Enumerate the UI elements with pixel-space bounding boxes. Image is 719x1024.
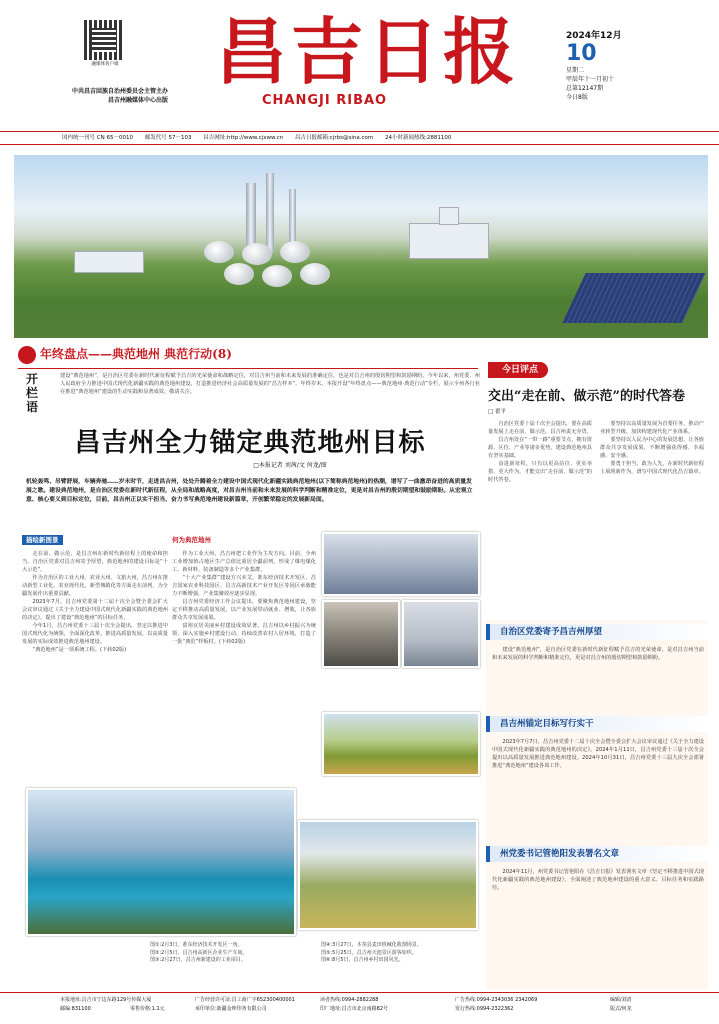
article-paragraph: 今年1月，昌吉州党委十三届十次全会提出，坚定以推进中国式现代化为统领，全面深化改革，推进高质量发展，以高质量发展的实际成效推进典范地州建设。 [22,623,168,645]
sidebar-heading-3-text: 州党委书记管艳阳发表署名文章 [500,849,620,859]
date-box [566,30,686,102]
info-item: 24小时新闻热线:2881100 [384,135,452,141]
footer-printer: 承印单位:新疆金坤印务有限公司 [195,1006,267,1012]
footer-reader-hotline: 读者热线:0994-2882288 [320,997,379,1003]
footer-postcode: 邮编:831100 [60,1006,91,1012]
article-paragraph: 作为工业大州，昌吉州把工业作为主攻方向。目前，全州工业增加值占地区生产总值比重居全疆前列，形成了煤电煤化工、新材料、装备制造等多个产业集群。 [172,551,316,573]
storage-tank [242,243,272,265]
storage-tank [204,241,234,263]
photo-production-line [402,600,480,668]
qr-code [84,20,124,60]
hero-photo-industrial-park [14,155,708,338]
publisher-line-1: 中共昌吉回族自治州委员会主管主办 [71,88,168,95]
column-banner-title: 年终盘点——典范地州 典范行动(8) [40,347,232,361]
article-paragraph: 富裕宜居美丽乡村建设成效显著。昌吉州以乡村振兴为统领，深入实施乡村建设行动，持续改善农村人居环境，打造了一批“典范”样板村。(下转02版) [172,623,316,645]
masthead-logo: 昌吉日报 [215,9,520,94]
caption: 图⑥:8月5日，昌吉州乡村田园风光。 [321,957,404,963]
main-headline: 昌吉州全力锚定典范地州目标 [74,428,426,458]
sidebar-heading-2 [486,716,708,732]
footer-layout: 版式/何龙 [610,1006,632,1012]
article-paragraph: 2023年7月，昌吉州党委第十二届十次全会暨全委会扩大会议审议通过《关于全力建设中国式现代化新疆实践的典范地州的决定》，提出了建设“典范地州”的目标任务。 [22,599,168,621]
subtitle-2-label: 何为典范地州 [172,536,211,544]
column-banner [18,343,478,369]
caption: 图①:2月3日，准东经济技术开发区一角。 [150,942,243,948]
factory-building [74,251,144,273]
day-number: 10 [566,41,597,67]
photo-countryside [298,820,478,930]
storage-tank [300,263,330,285]
footer-price: 零售价格:1.1元 [130,1006,165,1012]
info-item: 昌吉日报邮箱:cjrbs@sina.com [294,135,374,141]
commentary-column-2 [600,420,704,476]
sidebar-box [486,620,708,990]
sidebar-heading-3 [486,846,708,862]
footer-printer-address: 印厂地址:昌吉市北京南路82号 [320,1006,389,1012]
article-column-2 [172,550,316,646]
sidebar-heading-1-text: 自治区党委寄予昌吉州厚望 [500,627,603,637]
sidebar-paragraph: 2024年11月，州党委书记管艳阳在《昌吉日报》发表署名文章《坚定不移推进中国式现代化新疆实践的典范地州建设》，全面阐述了典范地州建设的重大意义、目标任务和实践路径。 [492,869,704,891]
chimney-shape [266,173,274,253]
masthead-pinyin: CHANGJI RIBAO [262,93,388,108]
commentary-title: 交出“走在前、做示范”的时代答卷 [488,389,685,404]
office-building [409,223,489,259]
subtitle-badge [22,536,63,545]
issue-number: 总第12147期 [566,85,604,93]
storage-tank [280,241,310,263]
weekday: 星期二 [566,67,585,75]
solar-panels [562,273,705,323]
qr-caption: 融媒体客户端 [91,62,119,67]
article-paragraph: “十大产业集群”建设方兴未艾。准东经济技术开发区、昌吉国家农业科技园区、昌吉高新技术产业开发区等园区承载能力不断增强，产业集聚效应逐步显现。 [172,575,316,597]
footer-ad-hotline: 广告热线:0994-2343036 2342069 [455,997,538,1003]
info-item: 邮发代号 57－103 [144,135,192,141]
subtitle-2 [172,536,211,545]
caption: 图③:2月27日，昌吉州新建设的工业项目。 [150,957,246,963]
footer-editor: 编辑/刘清 [610,997,632,1003]
column-intro-text: 建设“典范地州”，是自治区党委在新时代新征程赋予昌吉的光荣使命和战略定位，对昌吉州当前和未来发展的准确定位，也是对昌吉州的殷切期望和鼓励期盼。今年以来，州党委、州人民政府全力推进中国式现代化新疆实践的典范地州建设，打造推进经济社会高质量发展的“昌吉样本”。年终岁末，本报开设“年终盘点——典范地州·典范行动”专栏，展示全州各行业在推进“典范地州”建设的生动实践和显著成效，敬请关注。 [60,373,480,395]
year-month: 2024年12月 [566,31,622,41]
sidebar-paragraph: 2023年7月7日，昌吉州党委十二届十次全会暨全委会扩大会议审议通过《关于全力建设中国式现代化新疆实践的典范地州的决定》。2024年1月11日，昌吉州党委十三届十次全会提出以高质量发展推进典范地州建设。2024年10月31日，昌吉州党委十三届九次全会部署推进“典范地州”建设各项工作。 [492,739,704,769]
photo-captions [150,942,480,965]
commentary-paragraph: 自治区党委十届十次全会提出，要在高质量发展上走在前、做示范，昌吉州责无旁贷。 [488,421,592,435]
publisher-line-2: 昌吉州融媒体中心出版 [107,97,168,104]
storage-tank [224,263,254,285]
footer-distribution-hotline: 发行热线:0994-2322362 [455,1006,514,1012]
lead-paragraph: 机轮轰鸣、吊臂舒展，车辆奔驰……岁末时节，走进昌吉州，处处升腾着全力建设中国式现代化新疆实践典范地州(以下简称典范地州)的热潮，谱写了一曲激昂奋进的高质量发展之歌。建设典范地州，是自治区党委在新时代新征程，从全局和战略高度，对昌吉州当前和未来发展的科学判断和精准定位，更是对昌吉州的殷切期望和鼓励期盼。从宏观立意、核心要义到目标定位，目前，昌吉州正以实干担当、奋力书写典范地州建设新篇章，开创繁荣稳定的发展新局面。 [26,479,473,503]
article-column-1 [22,550,168,654]
photo-machinery [322,600,400,668]
storage-tank [262,265,292,287]
chimney-shape [289,189,296,249]
info-item: 国内统一刊号 CN 65－0010 [62,135,133,141]
byline: □本报记者 刘茜/文 何龙/图 [253,462,327,469]
commentary-paragraph: 奋进新征程，只有以更高站位、更实举措、更大作为，才能交出“走在前、做示范”的时代答卷。 [488,461,592,483]
commentary-paragraph: 要勇于担当、敢为人先，在新时代新征程上展现新作为，谱写中国式现代化昌吉篇章。 [600,461,704,475]
page-count: 今日8版 [566,94,588,102]
caption: 图⑤:5月25日，昌吉州天池景区游客如织。 [321,949,417,956]
footer [0,992,719,1024]
lunar-date: 甲辰年十一月初十 [566,76,615,84]
sidebar-heading-2-text: 昌吉州锚定目标写行实干 [500,719,594,729]
caption: 图②:2月5日，昌吉州高新区企业生产车间。 [150,949,248,956]
footer-address: 本报地址:昌吉市宁边东路129号传媒大厦 [60,997,152,1003]
article-paragraph: 作为自治区的工业大州、农业大州、文旅大州，昌吉州在推动新型工业化、农业现代化、新型城镇化等方面走在前列，为全疆发展作出重要贡献。 [22,575,168,597]
commentary-paragraph: 要坚持以高质量发展为首要任务，推动产业转型升级，加快构建现代化产业体系。 [600,421,704,435]
commentary-tag: 今日评点 [488,362,548,378]
article-paragraph: 走在前、做示范，是昌吉州在新时代新征程上的使命和担当。自治区党委对昌吉州寄予厚望，典范地州的建设目标是“十大示范”。 [22,551,168,573]
commentary-paragraph: 昌吉州处在“一带一路”重要节点，拥有资源、区位、产业等诸多优势，建设典范地州具有坚实基础。 [488,437,592,459]
caption: 图④:3月27日，木垒县麦田机械化收割场景。 [321,942,422,948]
sidebar-text-1 [492,646,704,662]
banner-dot-icon [18,346,36,364]
info-item: 昌吉网址:http://www.cjxww.cn [203,135,284,141]
column-intro-label: 开栏语 [26,372,39,414]
info-bar [0,131,719,145]
sidebar-paragraph: 建设“典范地州”，是自治区党委在新时代新征程赋予昌吉的光荣使命，是对昌吉州当前和未来发展的科学判断和精准定位，更是对昌吉州的殷切期望和鼓励期盼。 [492,647,704,661]
office-tower [439,207,459,225]
article-paragraph: 昌吉州党委经济工作会议提出，要聚焦典范地州建设，坚定不移推动高质量发展，以产业发展带动就业、增收，让各族群众共享发展成果。 [172,599,316,621]
sidebar-heading-1 [486,624,708,640]
article-paragraph: “典范地州”是一项系统工程。(下转02版) [32,647,127,653]
photo-harvest [322,712,480,776]
footer-license: 广告经营许可证:昌工商广字652300400001 [195,997,295,1003]
commentary-column-1 [488,420,592,484]
photo-factory-workshop [322,532,480,596]
photo-tianchi-lake [26,788,296,936]
sidebar-text-3 [492,868,704,892]
commentary-paragraph: 要坚持以人民为中心的发展思想，让各族群众共享发展成果，不断增强获得感、幸福感、安全感。 [600,437,704,459]
sidebar-text-2 [492,738,704,770]
subtitle-label: 描绘新图景 [22,535,63,545]
commentary-author: □ 翟平 [488,409,506,415]
